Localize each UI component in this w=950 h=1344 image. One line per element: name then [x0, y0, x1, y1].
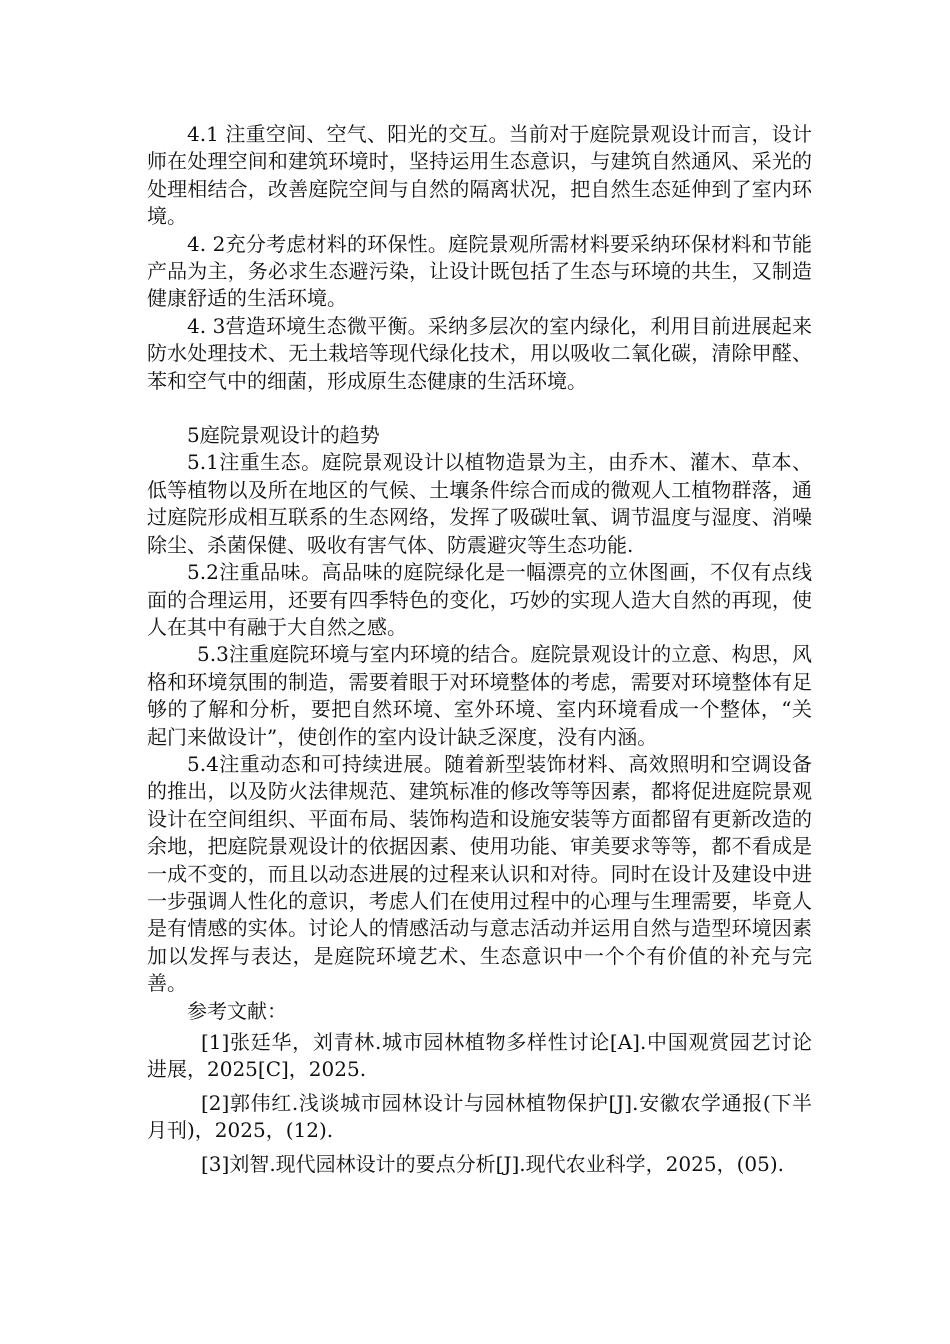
reference-item-1: [1]张廷华，刘青林.城市园林植物多样性讨论[A].中国观赏园艺讨论进展，2025[C]，2025.	[147, 1030, 812, 1082]
paragraph-5-2: 5.2注重品味。高品味的庭院绿化是一幅漂亮的立休图画，不仅有点线面的合理运用，还要有四季特色的变化，巧妙的实现人造大自然的再现，使人在其中有融于大自然之感。	[147, 560, 812, 639]
paragraph-4-2: 4. 2充分考虑材料的环保性。庭院景观所需材料要采纳环保材料和节能产品为主，务必求生态避污染，让设计既包括了生态与环境的共生，又制造健康舒适的生活环境。	[147, 231, 812, 311]
references-title: 参考文献：	[187, 998, 287, 1023]
paragraph-5-4: 5.4注重动态和可持续进展。随着新型装饰材料、高效照明和空调设备的推出，以及防火法律规范、建筑标准的修改等等因素，都将促进庭院景观设计在空间组织、平面布局、装饰构造和设施安装等方面都留有更新改造的余地，把庭院景观设计的依据因素、使用功能、审美要求等等，都不看成是一成不变的，而且以动态进展的过程来认识和对待。同时在设计及建设中进一步强调人性化的意识，考虑人们在使用过程中的心理与生理需要，毕竟人是有情感的实体。讨论人的情感活动与意志活动并运用自然与造型环境因素加以发挥与表达，是庭院环境艺术、生态意识中一个个有价值的补充与完善。	[147, 751, 812, 996]
section-5-heading: 5庭院景观设计的趋势	[187, 423, 380, 448]
paragraph-5-1: 5.1注重生态。庭院景观设计以植物造景为主，由乔木、灌木、草本、低等植物以及所在地区的气候、土壤条件综合而成的微观人工植物群落，通过庭院形成相互联系的生态网络，发挥了吸碳吐氧、调节温度与湿度、消噪除尘、杀菌保健、吸收有害气体、防震避灾等生态功能.	[147, 450, 812, 557]
paragraph-4-3: 4. 3营造环境生态微平衡。采纳多层次的室内绿化，利用目前进展起来防水处理技术、无土栽培等现代绿化技术，用以吸收二氧化碳，清除甲醛、苯和空气中的细菌，形成原生态健康的生活环境。	[147, 313, 812, 393]
body-text	[147, 121, 812, 1178]
reference-item-2: [2]郭伟红.浅谈城市园林设计与园林植物保护[J].安徽农学通报(下半月刊)，2025，(12).	[147, 1090, 812, 1143]
paragraph-4-1: 4.1 注重空间、空气、阳光的交互。当前对于庭院景观设计而言，设计师在处理空间和建筑环境时，坚持运用生态意识，与建筑自然通风、采光的处理相结合，改善庭院空间与自然的隔离状况，把自然生态延伸到了室内环境。	[147, 122, 812, 229]
paragraph-5-3: 5.3注重庭院环境与室内环境的结合。庭院景观设计的立意、构思，风格和环境氛围的制造，需要着眼于对环境整体的考虑，需要对环境整体有足够的了解和分析，要把自然环境、室外环境、室内环境看成一个整体，“关起门来做设计”，使创作的室内设计缺乏深度，没有内涵。	[147, 642, 812, 749]
reference-item-3: [3]刘智.现代园林设计的要点分析[J].现代农业科学，2025，(05).	[201, 1151, 784, 1176]
